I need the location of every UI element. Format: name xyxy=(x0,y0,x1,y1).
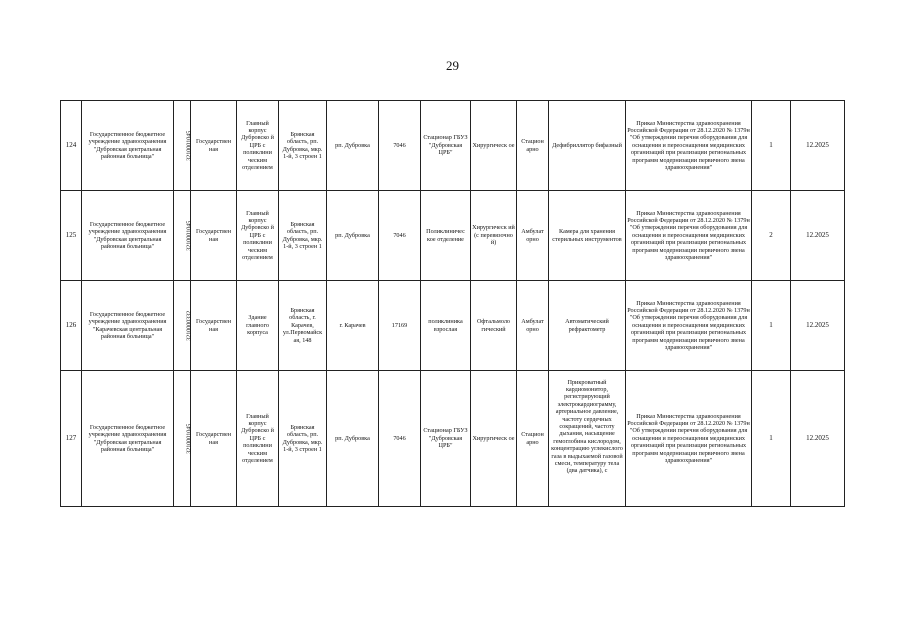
care-conditions: Амбулат орно xyxy=(517,191,549,281)
medical-profile: Офтальмоло гический xyxy=(471,281,517,371)
equipment-registry-table xyxy=(60,100,845,507)
legal-basis: Приказ Министерства здравоохранения Российской Федерации от 28.12.2020 № 1379н "Об утверждении перечня оборудования для оснащения и переоснащения медицинских организаций при реализации региональных программ модернизации первичного звена здравоохранения" xyxy=(626,101,752,191)
organization-code-cell xyxy=(174,371,191,507)
organization-code-cell xyxy=(174,281,191,371)
quantity: 2 xyxy=(752,191,791,281)
organization-name: Государственное бюджетное учреждение здравоохранения "Дубровская центральная районная больница" xyxy=(82,191,174,281)
delivery-date: 12.2025 xyxy=(791,281,845,371)
ownership-form: Государствен ная xyxy=(191,191,237,281)
quantity: 1 xyxy=(752,371,791,507)
organization-code: 3210001045 xyxy=(186,221,193,251)
locality: г. Карачев xyxy=(327,281,379,371)
table-row xyxy=(61,101,845,191)
quantity: 1 xyxy=(752,101,791,191)
organization-code: 3210001045 xyxy=(186,424,193,454)
building-name: Главный корпус Дубровско й ЦРБ с поликлини ческим отделением xyxy=(237,191,279,281)
table-row xyxy=(61,281,845,371)
building-address: Брянская область, рп. Дубровка, мкр. 1-й, 3 строен 1 xyxy=(279,371,327,507)
row-number: 126 xyxy=(61,281,82,371)
equipment-name: Прикроватный кардиомонитор, регистрирующий электрокардиограмму, артериальное давление, частоту сердечных сокращений, частоту дыхания, насыщение гемоглобина кислородом, концентрацию углекислого газа в выдыхаемой газовой смеси, температуру тела (два датчика), с xyxy=(551,378,623,475)
medical-profile: Хирургическ ое xyxy=(471,371,517,507)
legal-basis: Приказ Министерства здравоохранения Российской Федерации от 28.12.2020 № 1379н "Об утверждении перечня оборудования для оснащения и переоснащения медицинских организаций при реализации региональных программ модернизации первичного звена здравоохранения" xyxy=(626,371,752,507)
locality: рп. Дубровка xyxy=(327,101,379,191)
building-name: Главный корпус Дубровско й ЦРБ с поликлини ческим отделением xyxy=(237,371,279,507)
department: Стационар ГБУЗ "Дубровская ЦРБ" xyxy=(421,101,471,191)
ownership-form: Государствен ная xyxy=(191,101,237,191)
organization-code: 3210000332 xyxy=(186,311,193,341)
delivery-date: 12.2025 xyxy=(791,191,845,281)
medical-profile: Хирургическ ий (с перевязочно й) xyxy=(471,191,517,281)
oktmo-code: 7046 xyxy=(379,371,421,507)
ownership-form: Государствен ная xyxy=(191,281,237,371)
care-conditions: Стацион арно xyxy=(517,371,549,507)
organization-code-cell xyxy=(174,101,191,191)
row-number: 127 xyxy=(61,371,82,507)
page-number: 29 xyxy=(446,58,459,73)
organization-name: Государственное бюджетное учреждение здравоохранения "Дубровская центральная районная больница" xyxy=(82,371,174,507)
department: Стационар ГБУЗ "Дубровская ЦРБ" xyxy=(421,371,471,507)
oktmo-code: 7046 xyxy=(379,101,421,191)
legal-basis: Приказ Министерства здравоохранения Российской Федерации от 28.12.2020 № 1379н "Об утверждении перечня оборудования для оснащения и переоснащения медицинских организаций при реализации региональных программ модернизации первичного звена здравоохранения" xyxy=(626,281,752,371)
row-number: 124 xyxy=(61,101,82,191)
equipment-name: Автоматический рефрактометр xyxy=(549,281,626,371)
department: Поликлиничес кое отделение xyxy=(421,191,471,281)
table-row xyxy=(61,191,845,281)
equipment-name: Дефибриллятор бифазный xyxy=(549,101,626,191)
organization-code: 3210001045 xyxy=(186,131,193,161)
oktmo-code: 17169 xyxy=(379,281,421,371)
care-conditions: Стацион арно xyxy=(517,101,549,191)
table-row xyxy=(61,371,845,507)
building-address: Брянская область, рп. Дубровка, мкр. 1-й, 3 строен 1 xyxy=(279,191,327,281)
delivery-date: 12.2025 xyxy=(791,101,845,191)
ownership-form: Государствен ная xyxy=(191,371,237,507)
medical-profile: Хирургическ ое xyxy=(471,101,517,191)
quantity: 1 xyxy=(752,281,791,371)
organization-name: Государственное бюджетное учреждение здравоохранения "Дубровская центральная районная больница" xyxy=(82,101,174,191)
locality: рп. Дубровка xyxy=(327,371,379,507)
organization-name: Государственное бюджетное учреждение здравоохранения "Карачевская центральная районная больница" xyxy=(82,281,174,371)
locality: рп. Дубровка xyxy=(327,191,379,281)
building-address: Брянская область, рп. Дубровка, мкр. 1-й, 3 строен 1 xyxy=(279,101,327,191)
building-name: Здание главного корпуса xyxy=(237,281,279,371)
equipment-name-cell xyxy=(549,371,626,507)
department: поликлиника взрослая xyxy=(421,281,471,371)
legal-basis: Приказ Министерства здравоохранения Российской Федерации от 28.12.2020 № 1379н "Об утверждении перечня оборудования для оснащения и переоснащения медицинских организаций при реализации региональных программ модернизации первичного звена здравоохранения" xyxy=(626,191,752,281)
organization-code-cell xyxy=(174,191,191,281)
building-name: Главный корпус Дубровско й ЦРБ с поликлини ческим отделением xyxy=(237,101,279,191)
oktmo-code: 7046 xyxy=(379,191,421,281)
row-number: 125 xyxy=(61,191,82,281)
building-address: Брянская область, г. Карачев, ул.Первомайск ая, 148 xyxy=(279,281,327,371)
delivery-date: 12.2025 xyxy=(791,371,845,507)
care-conditions: Амбулат орно xyxy=(517,281,549,371)
equipment-name: Камера для хранения стерильных инструментов xyxy=(549,191,626,281)
